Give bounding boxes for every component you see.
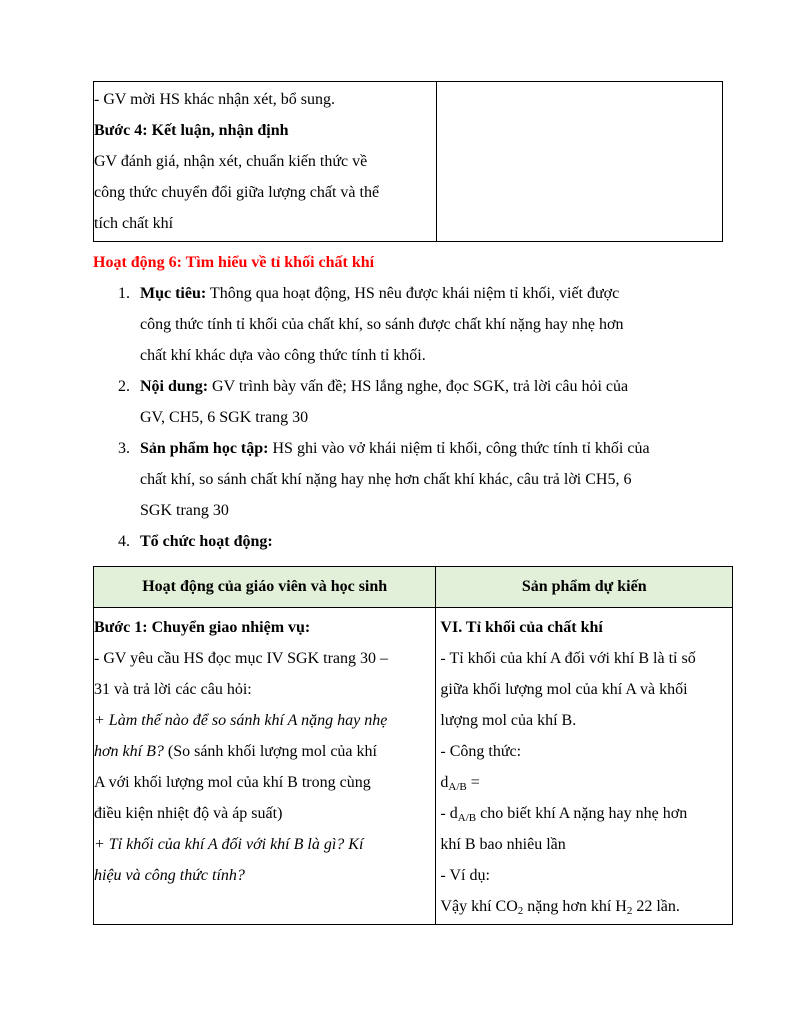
- text-line: - Tỉ khối của khí A đối với khí B là tỉ số: [440, 650, 696, 667]
- text-line: công thức chuyển đổi giữa lượng chất và thể: [94, 184, 380, 201]
- item-label: Sản phẩm học tập:: [140, 440, 269, 457]
- item-text: HS ghi vào vở khái niệm tỉ khối, công thức tính tỉ khối của: [268, 440, 650, 457]
- text-line: 31 và trả lời các câu hỏi:: [94, 681, 252, 698]
- text-line: (So sánh khối lượng mol của khí: [163, 743, 377, 760]
- item-label: Mục tiêu:: [140, 285, 207, 302]
- step4-heading: Bước 4: Kết luận, nhận định: [94, 122, 289, 139]
- header-expected-product: Sản phẩm dự kiến: [436, 567, 733, 608]
- item-text: chất khí, so sánh chất khí nặng hay nhẹ hơn chất khí khác, câu trả lời CH5, 6: [140, 471, 632, 488]
- item-text: GV trình bày vấn đề; HS lắng nghe, đọc SGK, trả lời câu hỏi của: [208, 378, 629, 395]
- question-line: + Làm thế nào để so sánh khí A nặng hay nhẹ: [94, 712, 388, 729]
- item-text: SGK trang 30: [140, 502, 229, 519]
- text-line: - Ví dụ:: [440, 867, 490, 884]
- table-row: [94, 608, 733, 925]
- step1-heading: Bước 1: Chuyển giao nhiệm vụ:: [94, 619, 311, 636]
- item-text: chất khí khác dựa vào công thức tính tỉ khối.: [140, 347, 426, 364]
- item-text: công thức tính tỉ khối của chất khí, so sánh được chất khí nặng hay nhẹ hơn: [140, 316, 624, 333]
- text-line: A với khối lượng mol của khí B trong cùng: [94, 774, 371, 791]
- list-item: [108, 433, 738, 526]
- item-label: Nội dung:: [140, 378, 209, 395]
- list-number: 3.: [118, 440, 130, 457]
- continuation-right-cell: [436, 82, 722, 242]
- text-line: khí B bao nhiêu lần: [440, 836, 566, 853]
- text-line: tích chất khí: [94, 215, 174, 232]
- header-teacher-student: Hoạt động của giáo viên và học sinh: [94, 567, 436, 608]
- conclusion-line: Vậy khí $CO_2$ nặng hơn khí $H_2$ 22 lần.: [440, 898, 680, 917]
- text-line: - Công thức:: [440, 743, 522, 760]
- item-text: Thông qua hoạt động, HS nêu được khái niệm tỉ khối, viết được: [206, 285, 620, 302]
- text-line: - $d_{A/B}$ cho biết khí A nặng hay nhẹ hơn: [440, 805, 688, 824]
- activity-steps-list: [108, 278, 738, 557]
- list-number: 1.: [118, 285, 130, 302]
- text-line: - GV yêu cầu HS đọc mục IV SGK trang 30 –: [94, 650, 389, 667]
- section-title: VI. Tỉ khối của chất khí: [440, 619, 603, 636]
- list-item: [108, 278, 738, 371]
- activity-heading: Hoạt động 6: Tìm hiểu về tỉ khối chất khí: [93, 254, 375, 271]
- teacher-student-cell: [94, 608, 436, 925]
- item-label: Tổ chức hoạt động:: [140, 533, 273, 550]
- question-line: + Tỉ khối của khí A đối với khí B là gì? Kí: [94, 836, 364, 853]
- expected-product-cell: [436, 608, 733, 925]
- continuation-table: [93, 81, 723, 242]
- list-number: 4.: [118, 533, 130, 550]
- formula-line: $d_{A/B}$ =: [440, 774, 480, 793]
- text-line: GV đánh giá, nhận xét, chuẩn kiến thức về: [94, 153, 368, 170]
- table-header-row: [94, 567, 733, 608]
- question-line: hiệu và công thức tính?: [94, 867, 245, 884]
- blank-line: [94, 891, 435, 922]
- list-item: [108, 526, 738, 557]
- text-line: lượng mol của khí B.: [440, 712, 577, 729]
- question-line: hơn khí B?: [94, 743, 164, 760]
- list-item: [108, 371, 738, 433]
- continuation-left-cell: [94, 82, 437, 242]
- list-number: 2.: [118, 378, 130, 395]
- activity-table: [93, 566, 733, 925]
- text-line: giữa khối lượng mol của khí A và khối: [440, 681, 688, 698]
- item-text: GV, CH5, 6 SGK trang 30: [140, 409, 309, 426]
- text-line: điều kiện nhiệt độ và áp suất): [94, 805, 283, 822]
- text-line: - GV mời HS khác nhận xét, bổ sung.: [94, 91, 336, 108]
